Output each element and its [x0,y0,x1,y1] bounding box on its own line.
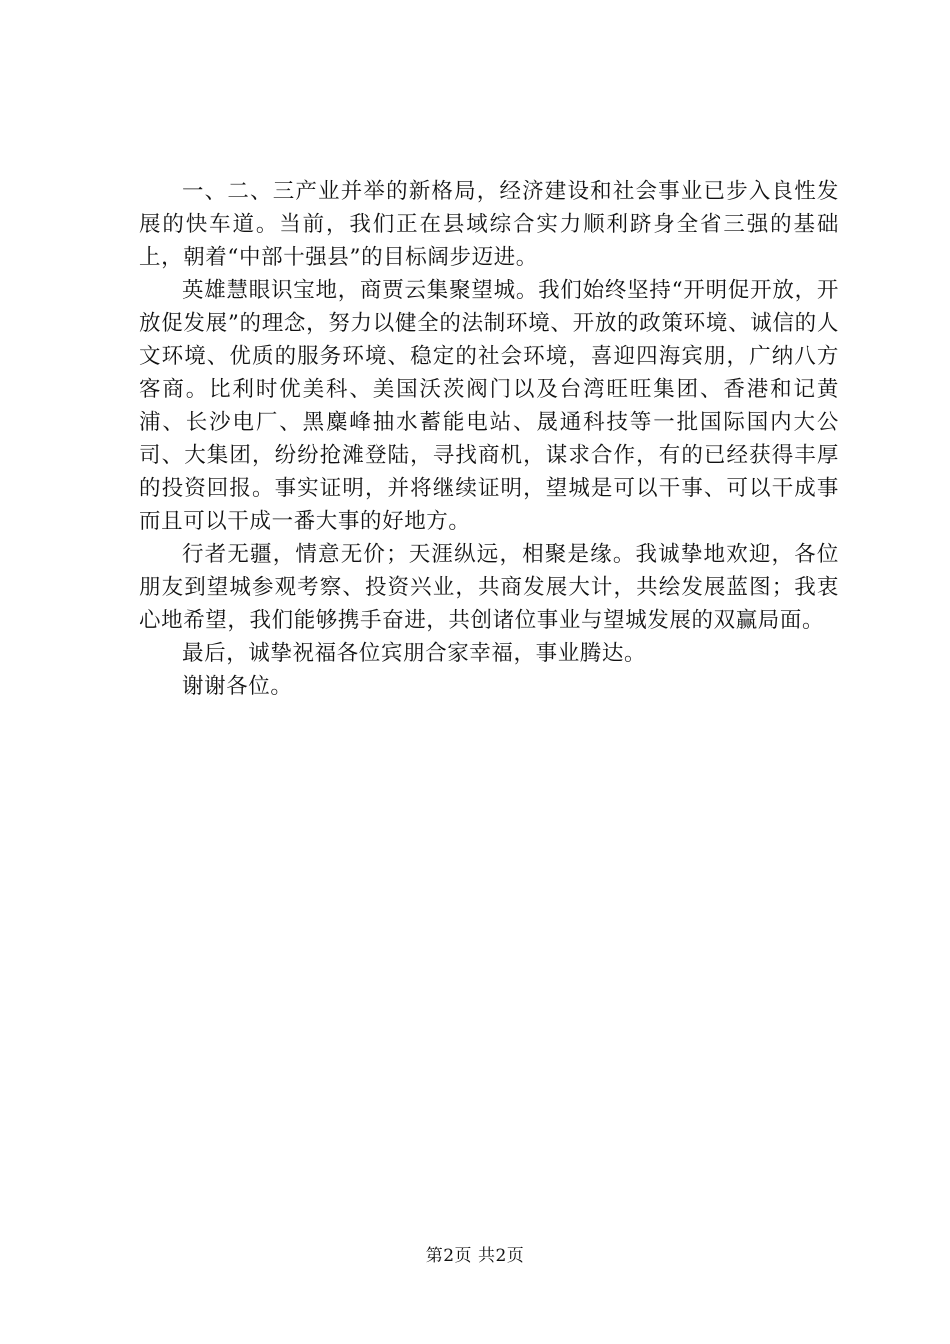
page-footer [0,1245,950,1267]
paragraph: 谢谢各位。 [182,674,293,699]
paragraph: 行者无疆，情意无价；天涯纵远，相聚是缘。我诚挚地欢迎，各位朋友到望城参观考察、投资兴业，共商发展大计，共绘发展蓝图；我衷心地希望，我们能够携手奋进，共创诸位事业与望城发展的双赢局面。 [139,542,839,633]
paragraph: 一、二、三产业并举的新格局，经济建设和社会事业已步入良性发展的快车道。当前，我们正在县域综合实力顺利跻身全省三强的基础上，朝着“中部十强县”的目标阔步迈进。 [139,179,839,270]
document-body [139,175,839,703]
paragraph: 最后，诚挚祝福各位宾朋合家幸福，事业腾达。 [182,641,647,666]
paragraph: 英雄慧眼识宝地，商贾云集聚望城。我们始终坚持“开明促开放，开放促发展”的理念，努力以健全的法制环境、开放的政策环境、诚信的人文环境、优质的服务环境、稳定的社会环境，喜迎四海宾朋，广纳八方客商。比利时优美科、美国沃茨阀门以及台湾旺旺集团、香港和记黄浦、长沙电厂、黑麋峰抽水蓄能电站、晟通科技等一批国际国内大公司、大集团，纷纷抢滩登陆，寻找商机，谋求合作，有的已经获得丰厚的投资回报。事实证明，并将继续证明，望城是可以干事、可以干成事而且可以干成一番大事的好地方。 [139,278,839,534]
page-number: 第2页 共2页 [425,1246,525,1266]
